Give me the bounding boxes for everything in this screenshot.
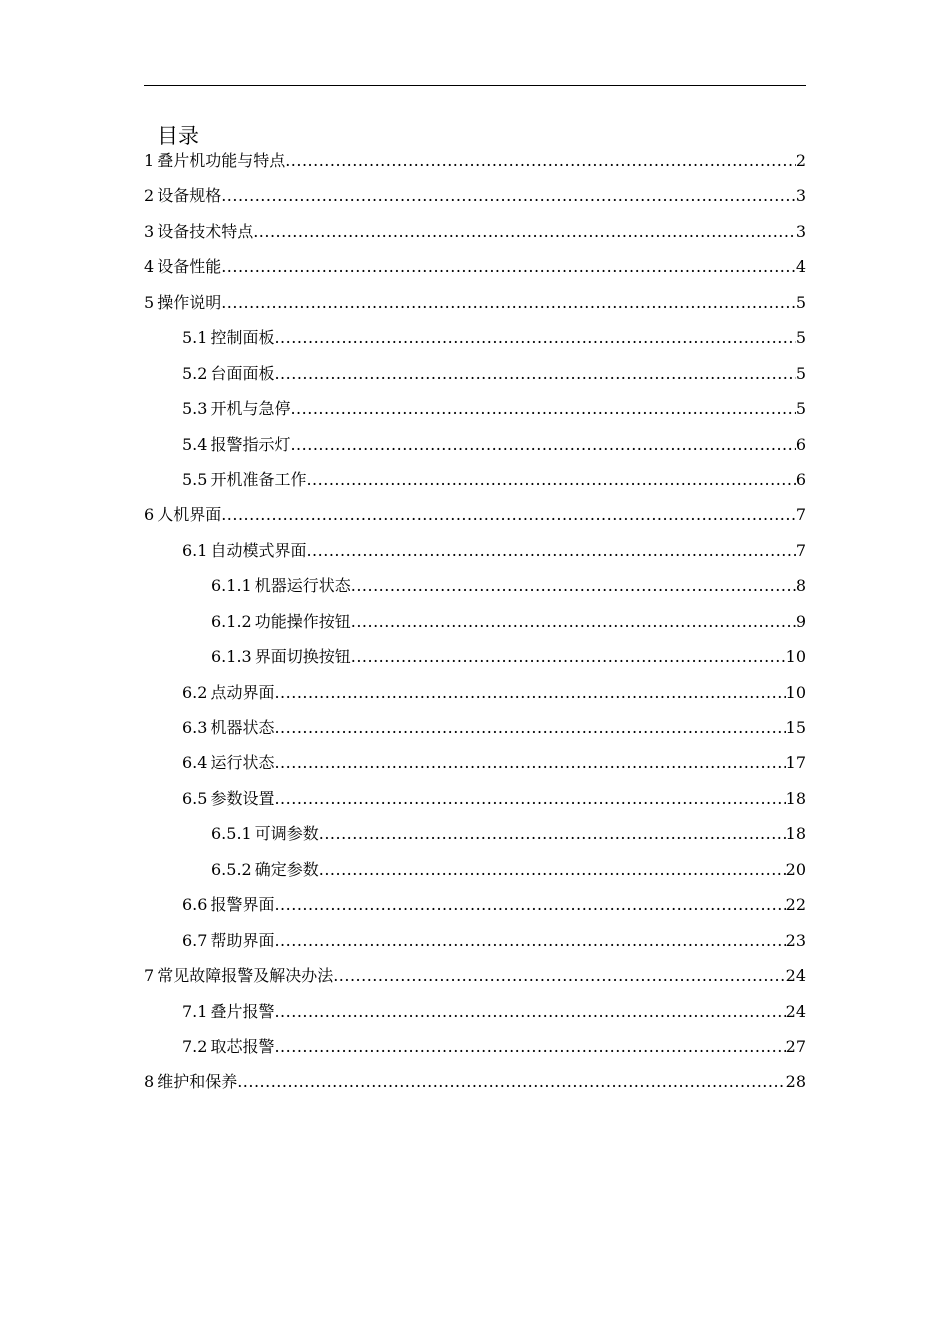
toc-entry-title: 常见故障报警及解决办法: [157, 966, 334, 986]
toc-entry-title: 报警界面: [210, 895, 275, 915]
toc-entry-number: 8: [144, 1072, 155, 1092]
toc-entry-text: [144, 182, 221, 210]
toc-entry-title: 设备规格: [157, 186, 222, 206]
toc-entry-page: 2: [795, 151, 806, 170]
toc-dot-leader: [274, 927, 785, 955]
toc-entry-title: 控制面板: [210, 328, 275, 348]
toc-list: [144, 147, 806, 1104]
toc-entry-page: 8: [795, 576, 806, 596]
toc-entry-title: 报警指示灯: [210, 434, 291, 454]
toc-entry-page: 18: [785, 824, 806, 844]
toc-entry-title: 开机与急停: [210, 399, 291, 419]
toc-entry-title: 功能操作按钮: [254, 611, 351, 631]
toc-entry-text: [182, 749, 274, 777]
toc-entry-text: [182, 1033, 274, 1061]
toc-entry[interactable]: [144, 820, 806, 855]
toc-entry-page: 18: [785, 788, 806, 808]
toc-dot-leader: [221, 253, 796, 281]
toc-entry-page: 7: [795, 540, 806, 560]
toc-entry-number: 6.5.1: [211, 824, 252, 844]
toc-entry-text: [182, 785, 274, 813]
toc-entry[interactable]: [144, 608, 806, 643]
toc-entry-page: 20: [785, 859, 806, 879]
toc-entry-number: 5.1: [182, 328, 208, 348]
toc-dot-leader: [221, 501, 796, 529]
toc-entry[interactable]: [144, 998, 806, 1033]
toc-entry-page: 28: [785, 1072, 806, 1092]
toc-entry-number: 6.1.1: [211, 576, 252, 596]
toc-entry[interactable]: [144, 360, 806, 395]
toc-dot-leader: [221, 182, 796, 210]
toc-entry-number: 7: [144, 966, 155, 986]
toc-entry-number: 6.3: [182, 718, 208, 737]
toc-entry[interactable]: [144, 182, 806, 217]
toc-entry-text: [182, 679, 274, 707]
toc-entry-number: 5.2: [182, 363, 208, 383]
toc-entry[interactable]: [144, 927, 806, 962]
toc-entry-title: 叠片机功能与特点: [157, 151, 286, 170]
toc-entry[interactable]: [144, 714, 806, 749]
toc-dot-leader: [351, 643, 786, 671]
toc-entry-page: 24: [785, 1001, 806, 1021]
toc-entry-title: 参数设置: [210, 788, 275, 808]
toc-entry[interactable]: [144, 253, 806, 288]
toc-entry-page: 3: [795, 186, 806, 206]
toc-dot-leader: [306, 537, 795, 565]
toc-entry-page: 6: [795, 434, 806, 454]
toc-entry-text: [182, 537, 306, 565]
toc-entry-number: 6.1.3: [211, 647, 252, 667]
toc-entry-text: [182, 891, 274, 919]
toc-dot-leader: [274, 679, 785, 707]
toc-entry-title: 人机界面: [157, 505, 222, 525]
toc-entry[interactable]: [144, 324, 806, 359]
toc-entry-text: [211, 856, 319, 884]
toc-entry-text: [182, 466, 306, 494]
toc-entry-page: 10: [785, 682, 806, 702]
toc-entry-page: 17: [785, 753, 806, 773]
toc-dot-leader: [285, 147, 796, 175]
toc-entry-number: 7.2: [182, 1036, 208, 1056]
toc-entry-number: 6.1.2: [211, 611, 252, 631]
toc-dot-leader: [274, 998, 785, 1026]
toc-dot-leader: [319, 820, 786, 848]
toc-entry[interactable]: [144, 289, 806, 324]
toc-entry-number: 5.3: [182, 399, 208, 419]
toc-entry-page: 27: [785, 1036, 806, 1056]
toc-entry-text: [211, 643, 351, 671]
toc-entry-number: 6.4: [182, 753, 208, 773]
toc-entry-page: 15: [785, 718, 806, 737]
toc-dot-leader: [274, 714, 785, 742]
toc-entry-title: 台面面板: [210, 363, 275, 383]
toc-dot-leader: [274, 891, 785, 919]
toc-entry[interactable]: [144, 785, 806, 820]
toc-entry-number: 5.5: [182, 469, 208, 489]
toc-entry-number: 6.7: [182, 930, 208, 950]
toc-dot-leader: [221, 289, 796, 317]
toc-entry-number: 2: [144, 186, 155, 206]
toc-entry-number: 6.6: [182, 895, 208, 915]
toc-entry-text: [144, 1068, 237, 1096]
toc-dot-leader: [290, 431, 795, 459]
toc-entry-text: [211, 572, 351, 600]
toc-entry-text: [144, 218, 253, 246]
toc-entry-title: 点动界面: [210, 682, 275, 702]
toc-entry-number: 5.4: [182, 434, 208, 454]
toc-entry-text: [144, 253, 221, 281]
toc-dot-leader: [274, 749, 785, 777]
toc-entry-text: [182, 395, 290, 423]
toc-entry-title: 设备技术特点: [157, 221, 254, 241]
toc-entry-text: [182, 714, 274, 742]
toc-entry-text: [182, 998, 274, 1026]
toc-entry-page: 5: [795, 363, 806, 383]
toc-entry-title: 叠片报警: [210, 1001, 275, 1021]
toc-entry-title: 维护和保养: [157, 1072, 238, 1092]
toc-entry[interactable]: [144, 431, 806, 466]
toc-entry-text: [182, 431, 290, 459]
toc-entry-text: [182, 360, 274, 388]
toc-entry-number: 6: [144, 505, 155, 525]
toc-dot-leader: [333, 962, 785, 990]
toc-entry-number: 7.1: [182, 1001, 208, 1021]
toc-dot-leader: [274, 324, 795, 352]
toc-dot-leader: [274, 1033, 785, 1061]
toc-entry-page: 10: [785, 647, 806, 667]
toc-entry-page: 3: [795, 221, 806, 241]
toc-entry[interactable]: [144, 395, 806, 430]
toc-entry-page: 5: [795, 292, 806, 312]
toc-entry[interactable]: [144, 466, 806, 501]
toc-entry-text: [144, 501, 221, 529]
toc-entry-title: 可调参数: [254, 824, 319, 844]
toc-dot-leader: [319, 856, 786, 884]
toc-entry[interactable]: [144, 962, 806, 997]
toc-entry-title: 操作说明: [157, 292, 222, 312]
toc-entry-number: 6.2: [182, 682, 208, 702]
toc-entry[interactable]: [144, 1068, 806, 1103]
toc-entry[interactable]: [144, 1033, 806, 1068]
toc-entry-title: 开机准备工作: [210, 469, 307, 489]
toc-entry-number: 6.5: [182, 788, 208, 808]
toc-entry-text: [144, 962, 333, 990]
toc-entry-page: 23: [785, 930, 806, 950]
toc-entry[interactable]: [144, 679, 806, 714]
toc-entry-text: [182, 324, 274, 352]
toc-entry[interactable]: [144, 856, 806, 891]
toc-entry-page: 4: [795, 257, 806, 277]
toc-entry[interactable]: [144, 643, 806, 678]
toc-dot-leader: [237, 1068, 785, 1096]
toc-entry-page: 7: [795, 505, 806, 525]
toc-entry-number: 6.1: [182, 540, 208, 560]
toc-dot-leader: [274, 785, 785, 813]
toc-entry-text: [211, 820, 319, 848]
toc-dot-leader: [306, 466, 795, 494]
toc-entry-page: 22: [785, 895, 806, 915]
toc-dot-leader: [290, 395, 795, 423]
toc-entry-page: 24: [785, 966, 806, 986]
toc-entry[interactable]: [144, 749, 806, 784]
toc-entry-text: [144, 289, 221, 317]
toc-entry-text: [211, 608, 351, 636]
toc-entry-text: [182, 927, 274, 955]
header-rule: [144, 85, 806, 86]
toc-entry-number: 6.5.2: [211, 859, 252, 879]
toc-entry-title: 确定参数: [254, 859, 319, 879]
toc-entry-title: 帮助界面: [210, 930, 275, 950]
toc-entry-title: 取芯报警: [210, 1036, 275, 1056]
toc-entry[interactable]: [144, 147, 806, 182]
toc-entry[interactable]: [144, 891, 806, 926]
toc-entry-title: 运行状态: [210, 753, 275, 773]
toc-entry-title: 机器运行状态: [254, 576, 351, 596]
toc-entry[interactable]: [144, 537, 806, 572]
toc-entry-title: 自动模式界面: [210, 540, 307, 560]
toc-entry-page: 5: [795, 328, 806, 348]
toc-entry[interactable]: [144, 218, 806, 253]
toc-dot-leader: [274, 360, 795, 388]
toc-entry-page: 5: [795, 399, 806, 419]
toc-entry-page: 6: [795, 469, 806, 489]
toc-entry-text: [144, 147, 285, 175]
toc-entry[interactable]: [144, 501, 806, 536]
toc-entry-title: 机器状态: [210, 718, 275, 737]
toc-entry-number: 4: [144, 257, 155, 277]
toc-entry-title: 界面切换按钮: [254, 647, 351, 667]
toc-entry-number: 3: [144, 221, 155, 241]
toc-entry[interactable]: [144, 572, 806, 607]
toc-entry-page: 9: [795, 611, 806, 631]
toc-dot-leader: [253, 218, 796, 246]
toc-entry-title: 设备性能: [157, 257, 222, 277]
toc-dot-leader: [351, 572, 796, 600]
toc-title: 目录: [157, 124, 199, 148]
toc-dot-leader: [351, 608, 796, 636]
toc-entry-number: 1: [144, 151, 155, 170]
toc-entry-number: 5: [144, 292, 155, 312]
